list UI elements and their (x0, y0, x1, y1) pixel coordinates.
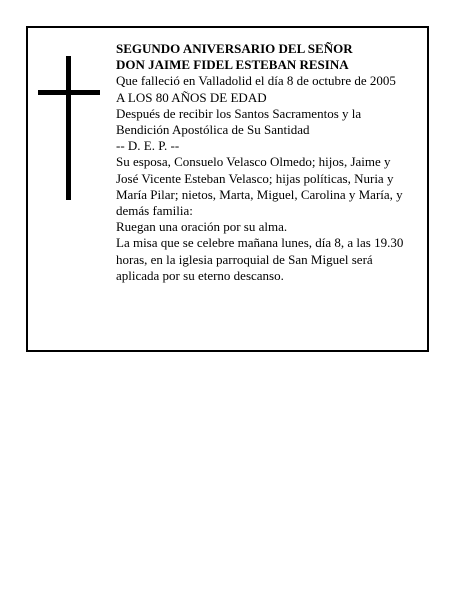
rip-line: -- D. E. P. -- (116, 138, 180, 154)
sacraments-line-2: Bendición Apostólica de Su Santidad (116, 122, 310, 138)
mass-line-3: aplicada por su eterno descanso. (116, 267, 284, 283)
mass-line-2: horas, en la iglesia parroquial de San Miguel será (116, 251, 373, 267)
family-line-1: Su esposa, Consuelo Velasco Olmedo; hijos, Jaime y (116, 154, 391, 170)
death-date-line: Que falleció en Valladolid el día 8 de octubre de 2005 (116, 73, 396, 89)
cross-icon (38, 56, 100, 200)
mass-line-1: La misa que se celebre mañana lunes, día 8, a las 19.30 (116, 235, 404, 251)
heading-line-1: SEGUNDO ANIVERSARIO DEL SEÑOR (116, 41, 353, 56)
cross-horizontal-bar (38, 90, 100, 95)
family-line-4: demás familia: (116, 203, 193, 219)
family-line-2: José Vicente Esteban Velasco; hijas políticas, Nuria y (116, 170, 394, 186)
heading-line-2: DON JAIME FIDEL ESTEBAN RESINA (116, 57, 349, 73)
obituary-notice-frame (26, 26, 429, 352)
notice-text (116, 41, 424, 284)
sacraments-line-1: Después de recibir los Santos Sacramentos y la (116, 105, 362, 121)
age-line: A LOS 80 AÑOS DE EDAD (116, 89, 267, 105)
cross-vertical-bar (66, 56, 71, 200)
prayer-line: Ruegan una oración por su alma. (116, 219, 288, 235)
family-line-3: María Pilar; nietos, Marta, Miguel, Carolina y María, y (116, 186, 403, 202)
